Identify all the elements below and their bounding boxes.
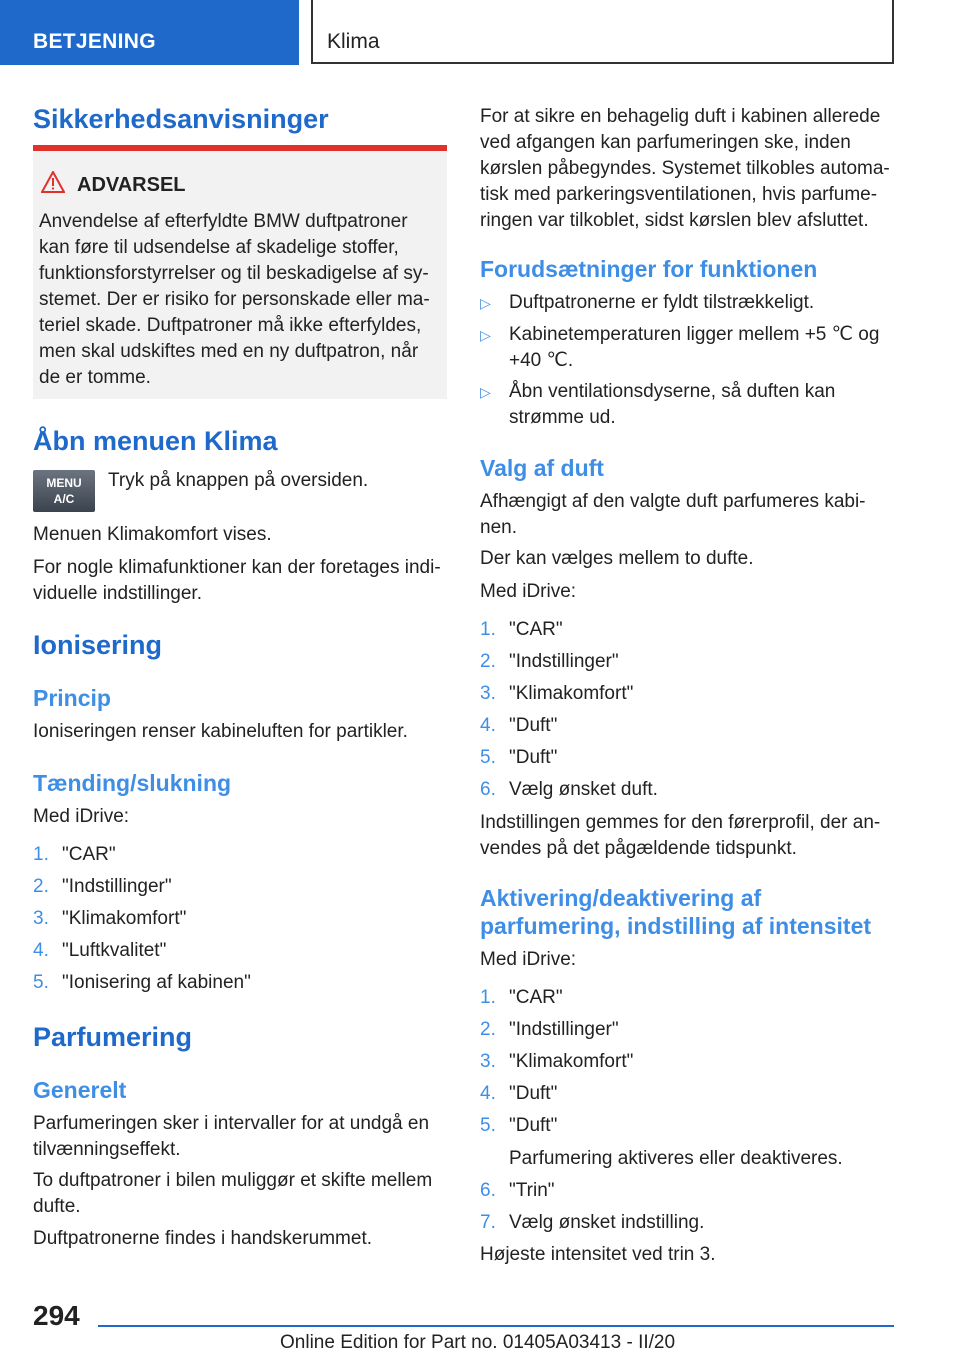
warning-text bbox=[39, 209, 439, 391]
step-text: "Trin" bbox=[509, 1180, 555, 1201]
page-number: 294 bbox=[33, 1300, 80, 1331]
perfume-heading: Parfumering bbox=[33, 1022, 193, 1052]
step-number: 4. bbox=[480, 715, 496, 736]
choice-text-1a: Afhængigt af den valgte duft parfumeres kabi- bbox=[480, 491, 866, 512]
step-number: 3. bbox=[480, 683, 496, 704]
footer-divider bbox=[98, 1325, 894, 1327]
menu-button-label: MENU bbox=[46, 476, 82, 490]
header-chapter-label: Klima bbox=[327, 30, 380, 53]
step-number: 2. bbox=[480, 1019, 496, 1040]
prereq-3b: strømme ud. bbox=[509, 407, 616, 428]
intro-line: kørslen påbegyndes. Systemet tilkobles automa- bbox=[480, 158, 890, 179]
prereq-1: Duftpatronerne er fyldt tilstrækkeligt. bbox=[509, 292, 815, 313]
footer-edition: Online Edition for Part no. 01405A03413 - II/20 bbox=[280, 1332, 676, 1353]
step-number: 2. bbox=[33, 876, 49, 897]
step-text: "CAR" bbox=[509, 987, 563, 1008]
intro-line: ved afgangen kan parfumeringen ske, inden bbox=[480, 132, 851, 153]
step-text: "Duft" bbox=[509, 747, 558, 768]
saved-text-b: vendes på det pågældende tidspunkt. bbox=[480, 838, 797, 859]
step-number: 1. bbox=[480, 987, 496, 1008]
general-text-2a: To duftpatroner i bilen muliggør et skifte mellem bbox=[33, 1170, 433, 1191]
step-text: "Klimakomfort" bbox=[509, 683, 634, 704]
step-text: "Duft" bbox=[509, 1083, 558, 1104]
activate-heading-2: parfumering, indstilling af intensitet bbox=[480, 913, 872, 939]
step-text: "Duft" bbox=[509, 1115, 558, 1136]
step-number: 3. bbox=[33, 908, 49, 929]
step-text: "Klimakomfort" bbox=[509, 1051, 634, 1072]
choice-text-1b: nen. bbox=[480, 517, 517, 538]
step-text: Vælg ønsket duft. bbox=[509, 779, 658, 800]
step-number: 7. bbox=[480, 1212, 496, 1233]
activate-note: Parfumering aktiveres eller deaktiveres. bbox=[509, 1148, 843, 1169]
warning-line: de er tomme. bbox=[39, 367, 151, 388]
step-text: "CAR" bbox=[509, 619, 563, 640]
general-text-1b: tilvænningseffekt. bbox=[33, 1139, 181, 1160]
with-idrive-text-2: Med iDrive: bbox=[480, 581, 577, 602]
step-number: 5. bbox=[33, 972, 49, 993]
step-number: 4. bbox=[480, 1083, 496, 1104]
prereq-3a: Åbn ventilationsdyserne, så duften kan bbox=[509, 381, 836, 402]
warning-line: stemet. Der er risiko for personskade eller ma- bbox=[39, 289, 430, 310]
step-text: "CAR" bbox=[62, 844, 116, 865]
bullet-triangle-icon: ▷ bbox=[480, 327, 491, 343]
onoff-heading: Tænding/slukning bbox=[33, 770, 232, 796]
header-section-tab bbox=[0, 0, 299, 65]
general-heading: Generelt bbox=[33, 1077, 127, 1103]
functions-text-2: viduelle indstillinger. bbox=[33, 583, 202, 604]
step-text: "Klimakomfort" bbox=[62, 908, 187, 929]
intro-line: tisk med parkeringsventilationen, hvis parfume- bbox=[480, 184, 878, 205]
general-text-2b: dufte. bbox=[33, 1196, 81, 1217]
general-text-3: Duftpatronerne findes i handskerummet. bbox=[33, 1228, 373, 1249]
menu-ac-button-icon bbox=[33, 470, 95, 512]
step-number: 6. bbox=[480, 779, 496, 800]
general-text-1a: Parfumeringen sker i intervaller for at undgå en bbox=[33, 1113, 430, 1134]
prereq-heading: Forudsætninger for funktionen bbox=[480, 256, 818, 282]
principle-heading: Princip bbox=[33, 685, 111, 711]
step-number: 2. bbox=[480, 651, 496, 672]
step-number: 5. bbox=[480, 747, 496, 768]
with-idrive-text-3: Med iDrive: bbox=[480, 949, 577, 970]
step-text: Vælg ønsket indstilling. bbox=[509, 1212, 705, 1233]
open-menu-heading: Åbn menuen Klima bbox=[33, 426, 278, 456]
intro-line: ringen var tilkoblet, sidst kørslen blev afsluttet. bbox=[480, 210, 869, 231]
step-text: "Ionisering af kabinen" bbox=[62, 972, 251, 993]
step-text: "Luftkvalitet" bbox=[62, 940, 167, 961]
step-text: "Indstillinger" bbox=[62, 876, 172, 897]
menu-button-label: A/C bbox=[53, 492, 75, 506]
warning-triangle-icon bbox=[41, 171, 65, 193]
warning-line: Anvendelse af efterfyldte BMW duftpatroner bbox=[39, 211, 408, 232]
step-number: 3. bbox=[480, 1051, 496, 1072]
prereq-2b: +40 ℃. bbox=[509, 350, 574, 371]
highest-intensity-text: Højeste intensitet ved trin 3. bbox=[480, 1244, 716, 1265]
step-number: 5. bbox=[480, 1115, 496, 1136]
warning-line: kan føre til udsendelse af skadelige stoffer, bbox=[39, 237, 399, 258]
header-section-label: BETJENING bbox=[33, 30, 156, 53]
step-text: "Duft" bbox=[509, 715, 558, 736]
prereq-2a: Kabinetemperaturen ligger mellem +5 ℃ og bbox=[509, 324, 880, 345]
warning-title: ADVARSEL bbox=[77, 174, 186, 196]
choice-text-2: Der kan vælges mellem to dufte. bbox=[480, 548, 754, 569]
menu-shown-text: Menuen Klimakomfort vises. bbox=[33, 524, 272, 545]
warning-box bbox=[33, 145, 447, 399]
header-chapter-box bbox=[311, 0, 894, 64]
warning-line: men skal udskiftes med en ny duftpatron, når bbox=[39, 341, 419, 362]
saved-text-a: Indstillingen gemmes for den førerprofil, der an- bbox=[480, 812, 881, 833]
press-text: Tryk på knappen på oversiden. bbox=[108, 470, 369, 491]
bullet-triangle-icon: ▷ bbox=[480, 295, 491, 311]
step-text: "Indstillinger" bbox=[509, 1019, 619, 1040]
step-text: "Indstillinger" bbox=[509, 651, 619, 672]
step-number: 1. bbox=[480, 619, 496, 640]
ionisation-heading: Ionisering bbox=[33, 630, 163, 660]
warning-line: funktionsforstyrrelser og til beskadigelse af sy- bbox=[39, 263, 429, 284]
choice-heading: Valg af duft bbox=[480, 455, 604, 481]
warning-line: teriel skade. Duftpatroner må ikke efterfyldes, bbox=[39, 315, 422, 336]
principle-text: Ioniseringen renser kabineluften for partikler. bbox=[33, 721, 408, 742]
safety-heading: Sikkerhedsanvisninger bbox=[33, 104, 329, 134]
bullet-triangle-icon: ▷ bbox=[480, 384, 491, 400]
step-number: 1. bbox=[33, 844, 49, 865]
activate-heading-1: Aktivering/deaktivering af bbox=[480, 885, 762, 911]
with-idrive-text: Med iDrive: bbox=[33, 806, 130, 827]
functions-text-1: For nogle klimafunktioner kan der foretages indi- bbox=[33, 557, 441, 578]
step-number: 4. bbox=[33, 940, 49, 961]
step-number: 6. bbox=[480, 1180, 496, 1201]
intro-line: For at sikre en behagelig duft i kabinen allerede bbox=[480, 106, 881, 127]
